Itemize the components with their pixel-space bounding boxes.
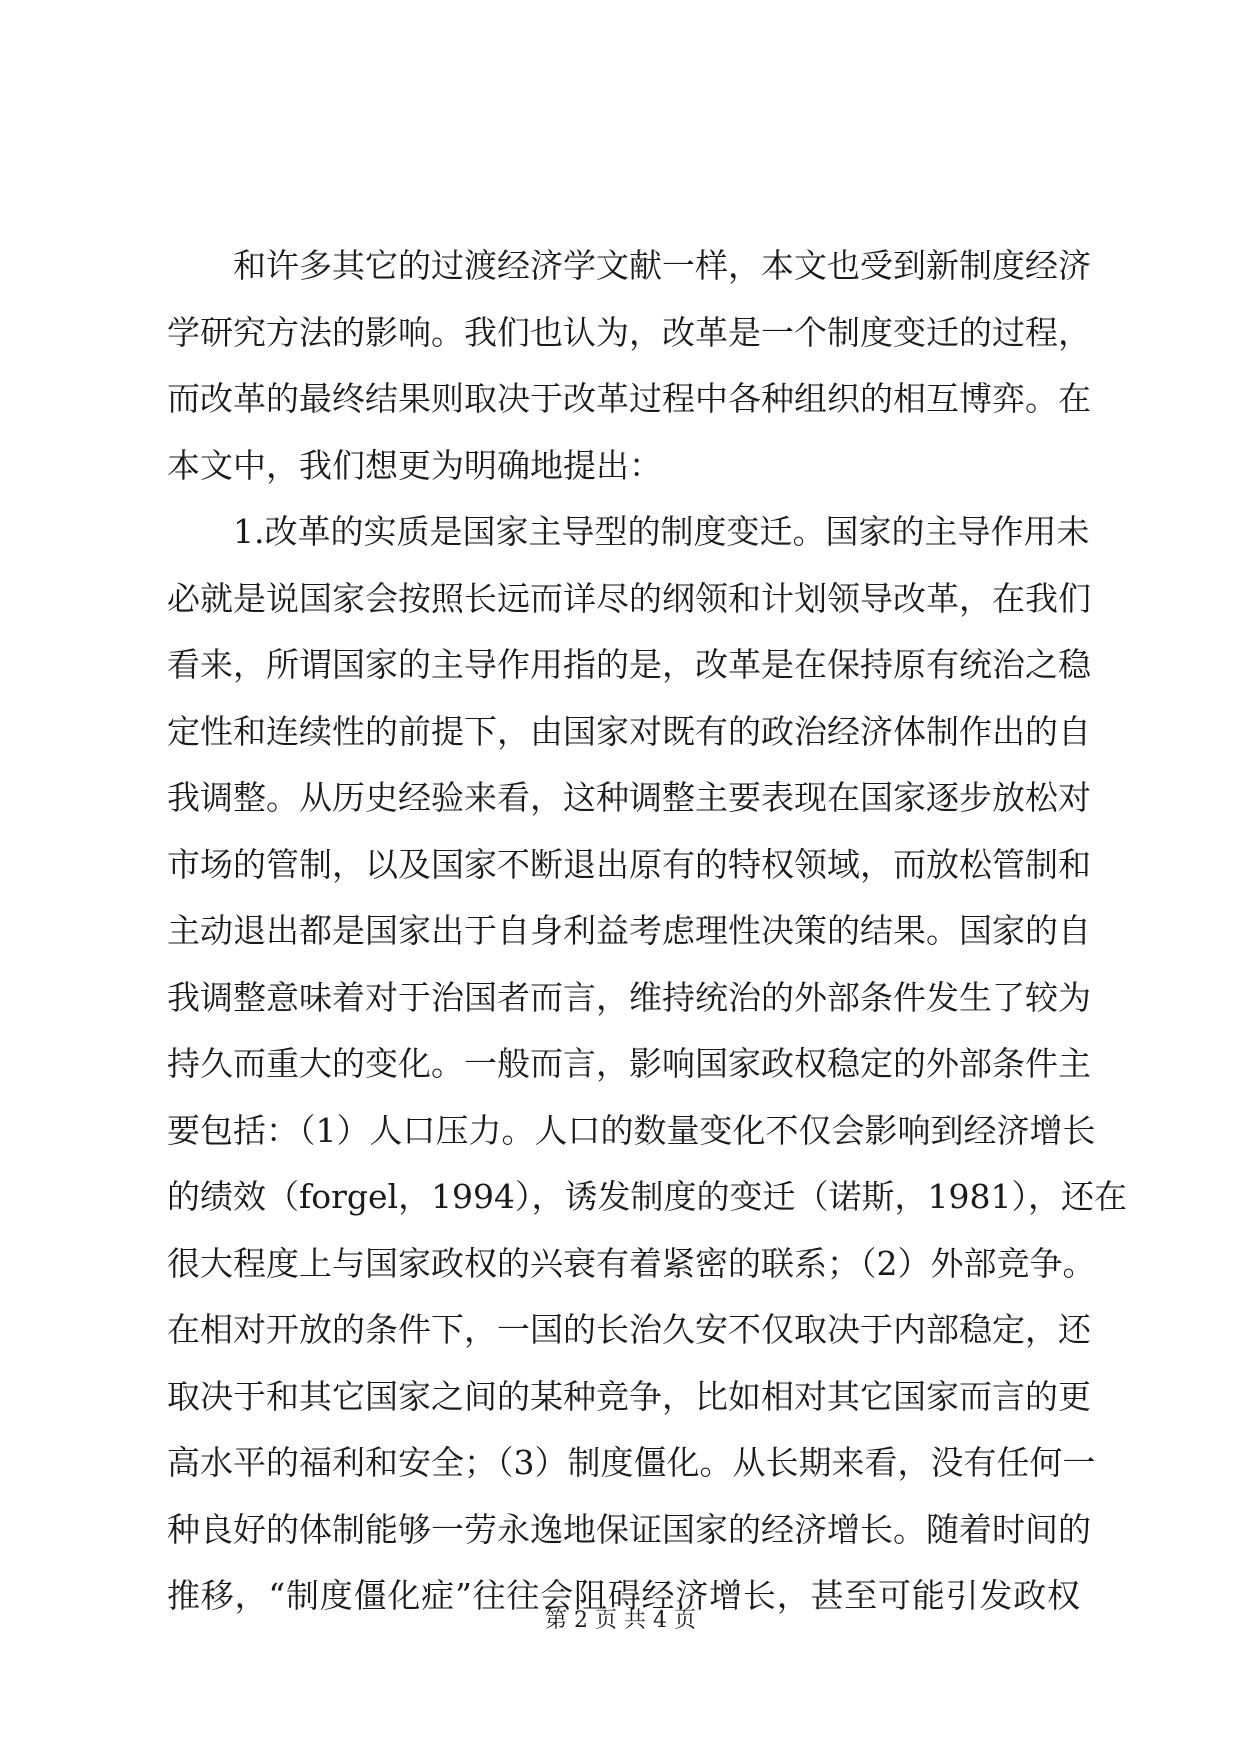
text-line: 市场的管制，以及国家不断退出原有的特权领域，而放松管制和 xyxy=(167,844,1091,884)
page-number-label: 第 2 页 共 4 页 xyxy=(545,1608,696,1633)
body-text xyxy=(167,233,1128,1630)
text-line: 推移，“制度僵化症”往往会阻碍经济增长，甚至可能引发政权 xyxy=(167,1576,1080,1615)
text-line: 在相对开放的条件下，一国的长治久安不仅取决于内部稳定，还 xyxy=(167,1310,1091,1349)
text-line: 很大程度上与国家政权的兴衰有着紧密的联系；（2）外部竞争。 xyxy=(167,1243,1096,1283)
text-line: 我调整。从历史经验来看，这种调整主要表现在国家逐步放松对 xyxy=(167,778,1091,817)
text-line: 1.改革的实质是国家主导型的制度变迁。国家的主导作用未 xyxy=(233,512,1090,551)
text-line: 取决于和其它国家之间的某种竞争，比如相对其它国家而言的更 xyxy=(167,1376,1091,1416)
text-line: 种良好的体制能够一劳永逸地保证国家的经济增长。随着时间的 xyxy=(167,1509,1091,1549)
text-line: 高水平的福利和安全；（3）制度僵化。从长期来看，没有任何一 xyxy=(167,1443,1096,1482)
text-line: 学研究方法的影响。我们也认为，改革是一个制度变迁的过程， xyxy=(167,312,1091,352)
text-line: 定性和连续性的前提下，由国家对既有的政治经济体制作出的自 xyxy=(167,711,1091,751)
text-line: 而改革的最终结果则取决于改革过程中各种组织的相互博弈。在 xyxy=(167,379,1091,418)
text-line: 的绩效（forgel，1994），诱发制度的变迁（诺斯，1981），还在 xyxy=(167,1177,1128,1216)
page-footer xyxy=(0,1606,1241,1636)
text-line: 必就是说国家会按照长远而详尽的纲领和计划领导改革，在我们 xyxy=(167,578,1091,618)
text-line: 我调整意味着对于治国者而言，维持统治的外部条件发生了较为 xyxy=(167,977,1091,1017)
text-line: 持久而重大的变化。一般而言，影响国家政权稳定的外部条件主 xyxy=(167,1044,1091,1083)
text-line: 要包括：（1）人口压力。人口的数量变化不仅会影响到经济增长 xyxy=(167,1110,1096,1150)
text-line: 主动退出都是国家出于自身利益考虑理性决策的结果。国家的自 xyxy=(167,911,1091,950)
text-line: 和许多其它的过渡经济学文献一样，本文也受到新制度经济 xyxy=(233,246,1091,285)
text-line: 看来，所谓国家的主导作用指的是，改革是在保持原有统治之稳 xyxy=(167,645,1091,684)
text-line: 本文中，我们想更为明确地提出： xyxy=(167,445,662,485)
